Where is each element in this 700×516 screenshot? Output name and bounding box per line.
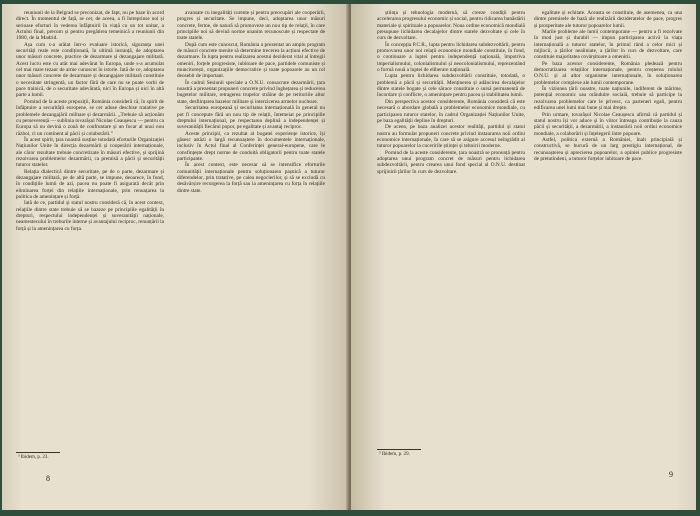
right-page-column-1 xyxy=(377,10,525,175)
paragraph: Așa cum s-a arătat într-o evaluare istorică, siguranța unei securități reale este condiționată, în ultimă instanță, de adoptarea unor măsuri concrete, practice de dezarmare și dezangajare militară. Acest lucru este cu atât mai adevărat în Europa, unde s-a acumulat cel mai mare tezaur de arme cunoscut în istorie. Iată de ce, adoptarea unor măsuri concrete de dezarmare și dezangajare militară constituie o necesitate stringentă, un factor fără de care nu se poate vorbi de pace trainică, de o securitate adevărată, nici în Europa și nici în altă parte a lumii. xyxy=(16,41,164,99)
paragraph: Relația dialectică dintre securitate, pe de o parte, dezarmare și dezangajare militară, pe de altă parte, se impune, deoarece, în fond, în condițiile lumii de azi, pacea nu poate fi asigurată decât prin eliminarea forței din relațiile internaționale, prin renunțarea la politica de amenințare și forță. xyxy=(16,168,164,200)
paragraph: Astfel, politica externă a României, înalt principială și constructivă, se bucură de un larg prestigiu internațional, de recunoașterea și aprecierea popoarelor, a opiniei publice progresiste de pretutindeni, a tuturor forțelor iubitoare de pace. xyxy=(534,136,682,162)
paragraph: De aceea, pe baza analizei acestor realități, partidul și statul nostru au formulat propuneri concrete privind instaurarea noii ordini economice internaționale, în care să se asigure accesul neîngrădit al tuturor popoarelor la cuceririle științei și tehnicii moderne. xyxy=(377,124,525,150)
paragraph: Prin urmare, tovarășul Nicolae Ceaușescu afirmă că partidul și statul nostru își vor aduce și în viitor întreaga contribuție la cauza păcii și securității, a dezarmării, a instaurării noii ordini economice mondiale, a colaborării și înțelegerii între popoare. xyxy=(534,111,682,137)
left-page xyxy=(2,4,349,510)
paragraph: Iată de ce, partidul și statul nostru consideră că, în acest context, relațiile dintre state trebuie să se bazeze pe principiile egalității în drepturi, respectului independenței și suveranității naționale, neamestecului în treburile interne și avantajului reciproc, renunțării la forță și la amenințarea cu forța. xyxy=(16,200,164,232)
paragraph: Lupta pentru lichidarea subdezvoltării constituie, totodată, o problemă a păcii și securității. Menținerea și adâncirea decalajelor dintre statele bogate și cele sărace constituie o sursă permanentă de încordare și conflicte, o amenințare pentru pacea și stabilitatea lumii. xyxy=(377,73,525,99)
right-page-column-2 xyxy=(534,10,682,162)
paragraph: știința și tehnologia modernă, să creeze condiții pentru accelerarea progresului economic și social, pentru ridicarea bunăstării materiale și spirituale a popoarelor. Noua ordine economică mondială presupune lichidarea decalajelor dintre statele dezvoltate și cele în curs de dezvoltare. xyxy=(377,10,525,42)
paragraph: În acest context, este necesar să se intensifice eforturile comunității internaționale pentru soluționarea pașnică a tuturor diferendelor, prin tratative, pe calea negocierilor, și să se excludă cu desăvârșire recurgerea la forță sau la amenințarea cu forța în relațiile dintre state. xyxy=(177,162,325,194)
right-page xyxy=(351,4,696,510)
paragraph: reuniunii de la Belgrad se preconizat, de fapt, nu pe baze în acord direct. În momentul de față, se cer, de aceea, a fi întreprinse noi și serioase eforturi în vederea înfăptuirii în viață cu un tot unitar, a Actului final, precum și pentru pregătirea temeinică a reuniunii din 1980, de la Madrid. xyxy=(16,10,164,42)
paragraph: În viziunea țării noastre, toate națiunile, indiferent de mărime, potențial economic sau orânduire socială, trebuie să participe la rezolvarea problemelor care le privesc, ca parteneri egali, pentru edificarea unei lumi mai bune și mai drepte. xyxy=(534,86,682,112)
page-number: 9 xyxy=(669,470,673,479)
paragraph: Marile probleme ale lumii contemporane — pentru a fi rezolvate în mod just și durabil — impun participarea activă la viața internațională a tuturor statelor, în primul rând a celor mici și mijlocii, a țărilor nealiniate, a țărilor în curs de dezvoltare, care constituie majoritatea covârșitoare a omenirii. xyxy=(534,29,682,61)
page-number: 8 xyxy=(46,474,50,483)
paragraph: Aceste principii, ca rezultat al bogatei experiențe istorice, își găsesc astăzi o largă recunoaștere în documentele internaționale, inclusiv în Actul final al Conferinței general-europene, care le consfințește drept norme de conduită obligatorii pentru toate statele participante. xyxy=(177,130,325,162)
paragraph: În acest spirit, țara noastră susține totodată eforturile Organizației Națiunilor Unite în direcția dezarmării și cooperării internaționale, ale căror rezultate trebuie concretizate în măsuri efective, și sprijină rezolvarea problemelor dezarmării, ca premisă a păcii și securității tuturor statelor. xyxy=(16,136,164,169)
footnote-rule xyxy=(377,449,421,450)
footnote-rule xyxy=(16,452,60,453)
paragraph: Securitatea europeană și securitatea internațională în general nu pot fi concepute fără un nou tip de relații, întemeiat pe principiile dreptului internațional, pe respectarea deplină a independenței și suveranității fiecărui popor, pe egalitate și avantaj reciproc. xyxy=(177,105,325,131)
left-page-column-1 xyxy=(16,10,164,232)
paragraph: Din perspectiva acestor considerente, România consideră că este necesară o abordare globală a problemelor economice mondiale, cu participarea tuturor statelor, în cadrul Organizației Națiunilor Unite, pe baza egalității depline în drepturi. xyxy=(377,98,525,124)
paragraph: avansate cu inegalități curente și pentru preocupări ale cooperării, progres și securitate. Se impune, deci, adoptarea unor măsuri concrete, ferme, de natură să promoveze un nou tip de relații, în care principiile noi să devină norme unanim recunoscute și respectate de toate statele. xyxy=(177,10,325,42)
paragraph: Pornind de la aceste considerente, țara noastră se pronunță pentru adoptarea unui program concret de măsuri pentru lichidarea subdezvoltării, pentru crearea unui fond special al O.N.U. destinat sprijinirii țărilor în curs de dezvoltare. xyxy=(377,149,525,175)
paragraph: Pornind de la aceste prepoziții, România consideră că, în spirit de înfăptuire a securității europene, se cer aduse deschise tratative pe problemele dezangajării militare și dezarmării. „Trebuie să acționăm cu perseverență — sublinia tovarășul Nicolae Ceaușescu — pentru ca Europa să nu devină o zonă de confruntare și un focar al unui nou război, ci un continent al păcii și colaborării.” xyxy=(16,98,164,137)
paragraph: Pe baza acestor considerente, România pledează pentru democratizarea relațiilor internaționale, pentru creșterea rolului O.N.U. și al altor organisme internaționale, în soluționarea problemelor complexe ale lumii contemporane. xyxy=(534,60,682,86)
left-page-column-2 xyxy=(177,10,325,194)
footnote: ⁵ Ibidem, p. 29. xyxy=(379,452,410,457)
paragraph: egalitate și echitate. Aceasta se constituie, de asemenea, ca una dintre premisele de bază ale realizării dezideratelor de pace, progres și prosperitate ale tuturor popoarelor lumii. xyxy=(534,10,682,29)
paragraph: În cadrul Sesiunii speciale a O.N.U. consacrate dezarmării, țara noastră a prezentat propuneri concrete privind înghețarea și reducerea bugetelor militare, retragerea trupelor străine de pe teritoriile altor state, desființarea bazelor militare și interzicerea armelor nucleare. xyxy=(177,79,325,105)
footnote: ³ Ibidem, p. 23. xyxy=(18,455,49,460)
paragraph: În concepția P.C.R., lupta pentru lichidarea subdezvoltării, pentru promovarea unor noi relații economice mondiale constituie, în fond, o continuare a luptei pentru independență națională, împotriva imperialismului, colonialismului și neocolonialismului, reprezentând o formă nouă a luptei de eliberare națională. xyxy=(377,41,525,74)
paragraph: După cum este cunoscut, România a prezentat un amplu program de măsuri concrete menite să determine trecerea la acțiuni efective de dezarmare. În lupta pentru realizarea acestui deziderat vital al întregii omeniri, forțele progresiste, iubitoare de pace, partidele comuniste și muncitorești, organizațiile democratice și toate popoarele au un rol deosebit de important. xyxy=(177,41,325,80)
